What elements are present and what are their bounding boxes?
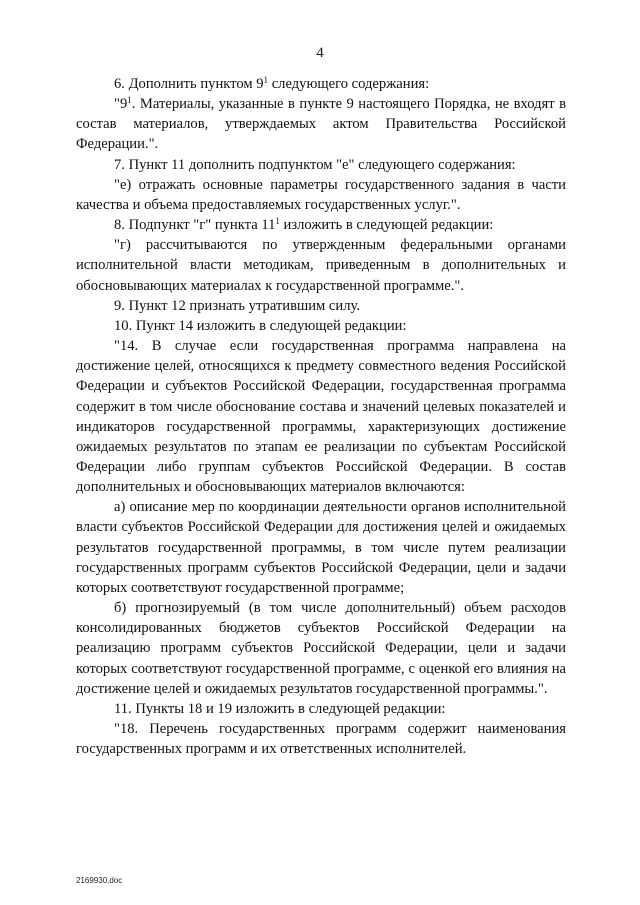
paragraph-text: изложить в следующей редакции: xyxy=(279,217,494,234)
document-body xyxy=(76,74,566,759)
paragraph-item-7 xyxy=(76,155,566,175)
paragraph-text: "14. В случае если государственная программа направлена на достижение целей, относящихся к предмету совместного ведения Российской Федерации и субъектов Российской Федерации, государственная программа содержит в том числе обоснование состава и значений целевых показателей и индикаторов государственной программы, характеризующих достижение ожидаемых результатов по этапам ее реализации по субъектам Российской Федерации либо группам субъектов Российской Федерации. В состав дополнительных и обосновывающих материалов включаются: xyxy=(76,338,566,496)
paragraph-text: 8. Подпункт "г" пункта 11 xyxy=(114,217,276,234)
paragraph-text: 10. Пункт 14 изложить в следующей редакции: xyxy=(114,317,407,334)
paragraph-point-9-1-text xyxy=(76,94,566,154)
paragraph-subpoint-e-text xyxy=(76,175,566,215)
paragraph-text: 11. Пункты 18 и 19 изложить в следующей редакции: xyxy=(114,700,446,717)
paragraph-text: . Материалы, указанные в пункте 9 настоящего Порядка, не входят в состав материалов, утверждаемых актом Правительства Российской Федерации.". xyxy=(76,96,566,153)
footer-filename: 2169930.doc xyxy=(76,876,123,885)
paragraph-subpoint-g-text xyxy=(76,235,566,295)
paragraph-point-14-text xyxy=(76,336,566,497)
paragraph-point-18-text xyxy=(76,719,566,759)
paragraph-item-11 xyxy=(76,699,566,719)
superscript: 1 xyxy=(263,75,269,85)
paragraph-item-6 xyxy=(76,74,566,94)
paragraph-text: "18. Перечень государственных программ содержит наименования государственных программ и их ответственных исполнителей. xyxy=(76,721,566,758)
paragraph-subpoint-b xyxy=(76,598,566,699)
paragraph-text: "г) рассчитываются по утвержденным федеральными органами исполнительной власти методикам, приведенным в дополнительных и обосновывающих материалах к государственной программе.". xyxy=(76,237,566,294)
paragraph-item-9 xyxy=(76,296,566,316)
page-number: 4 xyxy=(316,45,324,61)
superscript: 1 xyxy=(127,95,132,106)
paragraph-text: б) прогнозируемый (в том числе дополнительный) объем расходов консолидированных бюджетов субъектов Российской Федерации на реализацию программ субъектов Российской Федерации, цели и задачи которых соответствуют государственной программе, с оценкой его влияния на достижение целей и ожидаемых результатов государственной программы.". xyxy=(76,600,566,697)
paragraph-text: следующего содержания: xyxy=(268,76,430,92)
paragraph-item-10 xyxy=(76,316,566,336)
paragraph-text: 9. Пункт 12 признать утратившим силу. xyxy=(114,297,360,314)
paragraph-text: 7. Пункт 11 дополнить подпунктом "е" следующего содержания: xyxy=(114,156,516,173)
paragraph-text: "е) отражать основные параметры государственного задания в части качества и объема предоставляемых государственных услуг.". xyxy=(76,176,566,213)
paragraph-item-8 xyxy=(76,215,566,235)
paragraph-text: "9 xyxy=(114,96,128,113)
paragraph-text: 6. Дополнить пунктом 9 xyxy=(114,76,264,92)
superscript: 1 xyxy=(275,216,280,227)
paragraph-subpoint-a xyxy=(76,497,566,598)
paragraph-text: а) описание мер по координации деятельности органов исполнительной власти субъектов Российской Федерации для достижения целей и ожидаемых результатов государственной программы, в том числе путем реализации государственных программ субъектов Российской Федерации, цели и задачи которых соответствуют государственной программе; xyxy=(76,499,566,596)
